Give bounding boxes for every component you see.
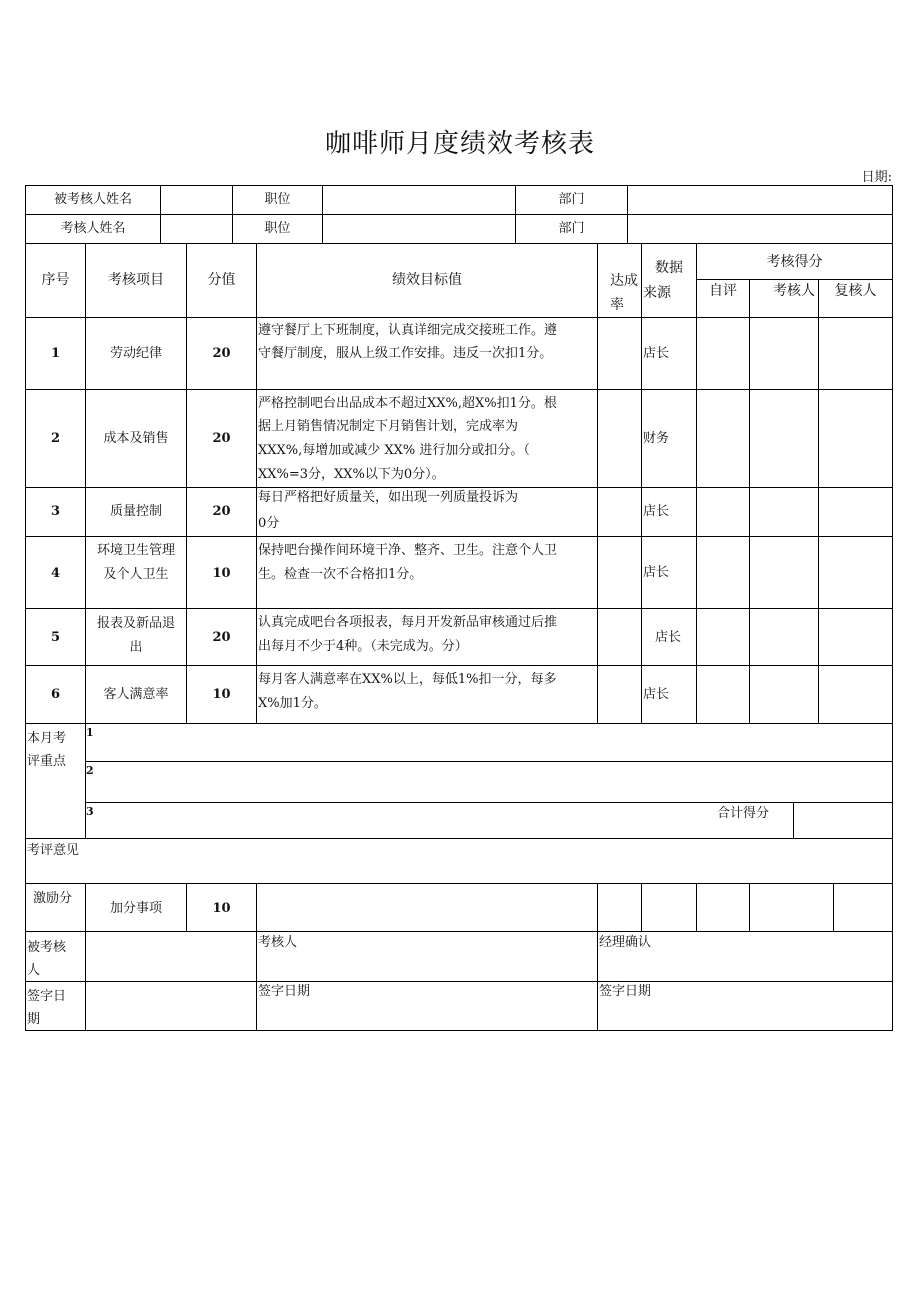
rule (186, 243, 187, 723)
header-self: 自评 (709, 283, 737, 299)
rule (696, 243, 697, 723)
rule (25, 243, 893, 244)
rule (597, 931, 598, 1031)
rule (25, 838, 893, 839)
department-label: 部门 (558, 192, 585, 207)
rule (793, 802, 794, 838)
rule (25, 723, 893, 724)
rule (25, 185, 26, 1031)
row-item: 劳动纪律 (109, 346, 162, 361)
row-target-line: 0分 (258, 516, 280, 531)
page-title: 咖啡师月度绩效考核表 (324, 129, 595, 159)
bonus-score: 10 (212, 901, 231, 916)
rule (597, 883, 598, 931)
rule (256, 243, 257, 723)
assessor-name-label: 考核人姓名 (60, 221, 126, 236)
row-score: 20 (212, 346, 231, 361)
rule (256, 931, 257, 1031)
rule (85, 761, 893, 762)
rule (641, 883, 642, 931)
assessee-sign-label-2: 人 (27, 963, 41, 978)
row-score: 20 (212, 630, 231, 645)
header-score: 分值 (207, 272, 236, 288)
focus-label-2: 评重点 (27, 754, 67, 769)
rule (627, 185, 628, 243)
total-score-label: 合计得分 (717, 806, 770, 821)
row-target-line: 认真完成吧台各项报表，每月开发新品审核通过后推 (258, 615, 558, 630)
rule (833, 883, 834, 931)
row-target-line: 守餐厅制度，服从上级工作安排。违反一次扣1分。 (258, 346, 553, 361)
row-target-line: X%加1分。 (258, 696, 327, 711)
date-label: 日期: (861, 170, 892, 185)
row-target-line: XXX%,每增加或减少 XX% 进行加分或扣分。（ (258, 443, 530, 458)
row-no: 5 (50, 630, 61, 645)
row-item-line: 环境卫生管理 (96, 543, 175, 558)
row-target-line: 据上月销售情况制定下月销售计划，完成率为 (258, 419, 519, 434)
focus-number: 3 (86, 805, 94, 818)
rule (749, 279, 750, 723)
row-target-line: 遵守餐厅上下班制度，认真详细完成交接班工作。遵 (258, 323, 558, 338)
rule (818, 279, 819, 723)
row-item: 成本及销售 (103, 431, 169, 446)
header-item: 考核项目 (108, 272, 164, 288)
rule (25, 1030, 893, 1031)
header-source: 数据 (655, 260, 683, 276)
row-target-line: 每日严格把好质量关，如出现一列质量投诉为 (258, 490, 519, 505)
row-no: 4 (50, 566, 61, 581)
header-target: 绩效目标值 (392, 272, 462, 288)
bonus-item: 加分事项 (109, 901, 162, 916)
rule (892, 185, 893, 1031)
row-source: 店长 (643, 346, 670, 361)
header-seq: 序号 (41, 272, 70, 288)
comment-label: 考评意见 (27, 843, 80, 858)
manager-confirm-label: 经理确认 (599, 935, 652, 950)
rule (25, 665, 893, 666)
assessee-sign-label: 被考核 (27, 940, 67, 955)
sign-date-label-2: 期 (27, 1012, 41, 1027)
row-item-line: 出 (129, 640, 143, 655)
row-source: 店长 (643, 565, 670, 580)
rule (597, 243, 598, 723)
rule (25, 883, 893, 884)
row-item: 客人满意率 (103, 687, 169, 702)
row-score: 10 (212, 566, 231, 581)
row-target-line: 每月客人满意率在XX%以上，每低1%扣一分，每多 (258, 672, 557, 687)
header-reviewer: 复核人 (834, 283, 877, 299)
rule (25, 931, 893, 932)
row-target-line: 出每月不少于4种。（未完成为。分） (258, 639, 468, 654)
rule (25, 981, 893, 982)
rule (85, 931, 86, 1031)
row-item-line: 及个人卫生 (103, 567, 169, 582)
row-target-line: XX%=3分，XX%以下为0分）。 (258, 467, 445, 482)
row-score: 20 (212, 504, 231, 519)
rule (641, 243, 642, 723)
bonus-label: 激励分 (33, 891, 73, 906)
header-source-2: 来源 (643, 285, 671, 301)
row-source: 店长 (643, 504, 670, 519)
row-no: 2 (50, 431, 61, 446)
sign-date-label: 签字日 (27, 989, 67, 1004)
rule (696, 279, 893, 280)
assessor-sign-date: 签字日期 (258, 984, 311, 999)
rule (25, 185, 893, 186)
row-target-line: 保持吧台操作间环境干净、整齐、卫生。注意个人卫 (258, 543, 558, 558)
row-target-line: 生。检查一次不合格扣1分。 (258, 567, 423, 582)
rule (85, 802, 893, 803)
rule (696, 883, 697, 931)
row-no: 3 (50, 504, 61, 519)
rule (25, 608, 893, 609)
rule (256, 883, 257, 931)
row-source: 店长 (655, 630, 682, 645)
row-no: 1 (50, 346, 61, 361)
rule (160, 185, 161, 243)
focus-label: 本月考 (27, 731, 67, 746)
header-rate: 达成 (610, 273, 638, 289)
row-score: 10 (212, 687, 231, 702)
header-rate-2: 率 (610, 297, 624, 313)
focus-number: 1 (86, 726, 94, 739)
department-label: 部门 (558, 221, 585, 236)
assessee-name-label: 被考核人姓名 (53, 192, 132, 207)
manager-sign-date: 签字日期 (599, 984, 652, 999)
header-assessor: 考核人 (773, 283, 815, 299)
rule (25, 389, 893, 390)
row-source: 财务 (643, 431, 670, 446)
row-target-line: 严格控制吧台出品成本不超过XX%,超X%扣1分。根 (258, 396, 557, 411)
row-item-line: 报表及新品退 (96, 616, 175, 631)
header-score-group: 考核得分 (766, 254, 823, 270)
position-label: 职位 (264, 192, 291, 207)
row-item: 质量控制 (109, 504, 162, 519)
rule (25, 214, 893, 215)
row-source: 店长 (643, 687, 670, 702)
row-no: 6 (50, 687, 61, 702)
row-score: 20 (212, 431, 231, 446)
rule (322, 185, 323, 243)
position-label: 职位 (264, 221, 291, 236)
rule (749, 883, 750, 931)
rule (25, 487, 893, 488)
rule (25, 536, 893, 537)
assessor-sign-label: 考核人 (258, 935, 298, 950)
rule (25, 317, 893, 318)
focus-number: 2 (86, 764, 94, 777)
